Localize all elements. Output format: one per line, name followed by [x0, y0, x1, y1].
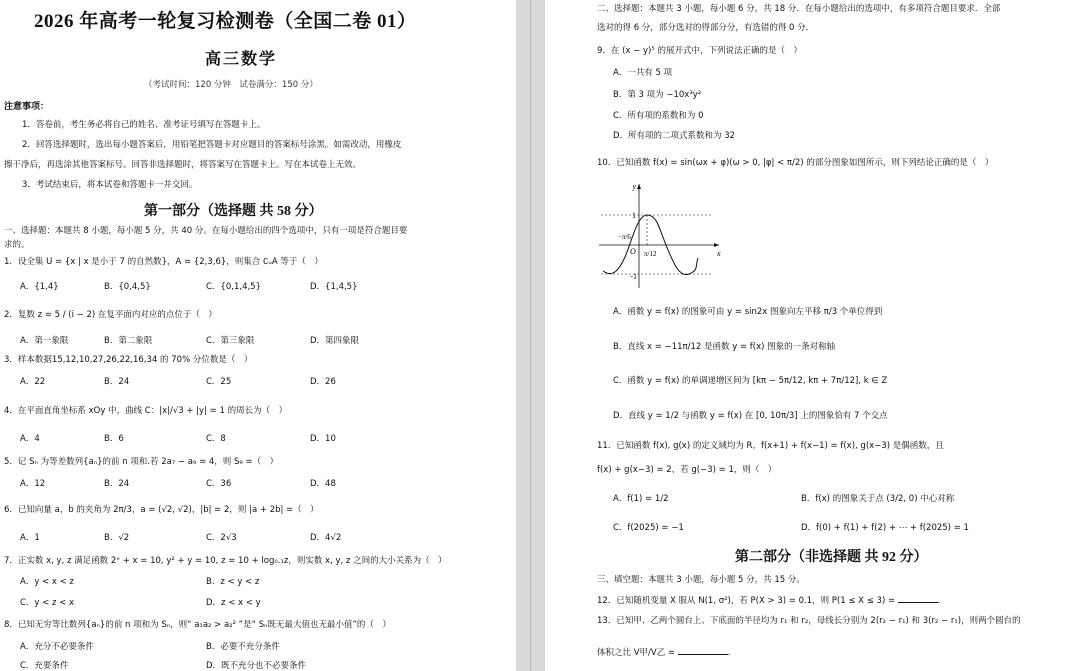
part1b-intro: 选对的得 6 分，部分选对的得部分分，有选错的得 0 分．: [597, 23, 815, 33]
question-stem: f(x) + g(x−3) = 2，若 g(−3) = 1，则（ ）: [597, 465, 777, 475]
option[interactable]: A．1: [20, 533, 40, 543]
option[interactable]: A．f(1) = 1/2: [613, 494, 669, 504]
label-pi-12: π/12: [644, 250, 657, 258]
exam-info: （考试时间：120 分钟 试卷满分：150 分）: [144, 80, 318, 90]
exam-title: 2026 年高考一轮复习检测卷（全国二卷 01）: [34, 11, 417, 32]
option[interactable]: A．22: [20, 377, 46, 387]
option[interactable]: C．36: [206, 479, 232, 489]
sine-graph: [599, 178, 723, 290]
option[interactable]: B．z < y < z: [206, 577, 260, 587]
answer-blank[interactable]: [678, 645, 728, 655]
q12-text: 12．已知随机变量 X 服从 N(1, σ²)，若 P(X > 3) = 0.1，则 P(1 ≤ X ≤ 3) =: [597, 596, 896, 606]
option[interactable]: A．充分不必要条件: [20, 642, 94, 652]
option[interactable]: D．26: [310, 377, 336, 387]
option[interactable]: D．所有项的二项式系数和为 32: [613, 131, 736, 141]
label-one: 1: [632, 211, 636, 220]
option[interactable]: B．直线 x = −11π/12 是函数 y = f(x) 图象的一条对称轴: [613, 342, 836, 352]
option[interactable]: C．所有项的系数和为 0: [613, 111, 704, 121]
question-stem: 2．复数 z = 5 / (i − 2) 在复平面内对应的点位于（ ）: [4, 310, 217, 320]
notice-heading: 注意事项：: [4, 102, 50, 112]
y-axis-label: y: [632, 182, 636, 191]
part1-intro: 求的。: [4, 240, 30, 250]
question-stem: 10．已知函数 f(x) = sin(ωx + φ)(ω > 0, |φ| < π/2) 的部分图象如图所示，则下列结论正确的是（ ）: [597, 158, 994, 168]
option[interactable]: B．f(x) 的图象关于点 (3/2, 0) 中心对称: [801, 494, 955, 504]
option[interactable]: C．充要条件: [20, 661, 69, 671]
x-axis-label: x: [717, 249, 721, 258]
option[interactable]: B．6: [104, 434, 124, 444]
question-stem: 4．在平面直角坐标系 xOy 中，曲线 C：|x|/√3 + |y| = 1 的周长为（ ）: [4, 406, 288, 416]
part1-intro: 一、选择题：本题共 8 小题，每小题 5 分，共 40 分。在每小题给出的四个选项中，只有一项是符合题目要: [4, 226, 408, 236]
option[interactable]: D．48: [310, 479, 336, 489]
notice-item: 2．回答选择题时，选出每小题答案后，用铅笔把答题卡对应题目的答案标号涂黑。如需改动，用橡皮: [22, 140, 402, 150]
option[interactable]: B．必要不充分条件: [206, 642, 280, 652]
option[interactable]: A．y < x < z: [20, 577, 74, 587]
question-stem: 13．已知甲、乙两个圆台上、下底面的半径均为 r₁ 和 r₂，母线长分别为 2(r₂ − r₁) 和 3(r₂ − r₁)，则两个圆台的: [597, 616, 1021, 626]
option[interactable]: C．2√3: [206, 533, 237, 543]
page-gutter: [516, 0, 545, 671]
option[interactable]: C．f(2025) = −1: [613, 523, 684, 533]
left-page: [0, 0, 516, 671]
x-axis-arrow: [714, 243, 719, 247]
y-axis-arrow: [637, 184, 641, 189]
question-stem: 1．设全集 U = {x | x 是小于 7 的自然数}，A = {2,3,6}，则集合 ∁ᵤA 等于（ ）: [4, 257, 323, 267]
question-stem: 12．已知随机变量 X 服从 N(1, σ²)，若 P(X > 3) = 0.1，则 P(1 ≤ X ≤ 3) = .: [597, 593, 941, 607]
option[interactable]: D．直线 y = 1/2 与函数 y = f(x) 在 [0, 10π/3] 上的图象恰有 7 个交点: [613, 411, 888, 421]
question-stem: 9．在 (x − y)⁵ 的展开式中，下列说法正确的是（ ）: [597, 46, 802, 56]
option[interactable]: C．{0,1,4,5}: [206, 282, 261, 292]
option[interactable]: C．函数 y = f(x) 的单调递增区间为 [kπ − 5π/12, kπ + 7π/12], k ∈ Z: [613, 376, 888, 386]
question-stem: 3．样本数据15,12,10,27,26,22,16,34 的 70% 分位数是（ ）: [4, 355, 253, 365]
option[interactable]: C．8: [206, 434, 226, 444]
option[interactable]: A．12: [20, 479, 46, 489]
option[interactable]: D．4√2: [310, 533, 342, 543]
option[interactable]: B．24: [104, 377, 130, 387]
label-neg-one: -1: [630, 272, 637, 281]
label-neg-pi-6: −π/6: [618, 233, 631, 241]
question-stem: 5．记 Sₙ 为等差数列{aₙ}的前 n 项和.若 2a₇ − a₉ = 4，则 S₉ =（ ）: [4, 457, 279, 467]
option[interactable]: B．第二象限: [104, 336, 153, 346]
option[interactable]: C．第三象限: [206, 336, 255, 346]
part2-intro: 三、填空题：本题共 3 小题，每小题 5 分，共 15 分。: [597, 575, 805, 585]
option[interactable]: A．{1,4}: [20, 282, 59, 292]
option[interactable]: D．10: [310, 434, 336, 444]
page-divider: [530, 0, 531, 671]
option[interactable]: D．第四象限: [310, 336, 360, 346]
option[interactable]: A．函数 y = f(x) 的图象可由 y = sin2x 图象向左平移 π/3 个单位得到: [613, 307, 883, 317]
notice-item: 擦干净后，再选涂其他答案标号。回答非选择题时，将答案写在答题卡上。写在本试卷上无效。: [4, 160, 362, 170]
origin-label: O: [630, 247, 636, 256]
option[interactable]: D．既不充分也不必要条件: [206, 661, 307, 671]
notice-item: 1．答卷前，考生务必将自己的姓名、准考证号填写在答题卡上。: [22, 120, 266, 130]
subject-title: 高三数学: [205, 51, 278, 68]
option[interactable]: B．√2: [104, 533, 130, 543]
option[interactable]: C．25: [206, 377, 232, 387]
q13-text: 体积之比 V甲/V乙 =: [597, 648, 676, 658]
question-stem: 8．已知无穷等比数列{aₙ}的前 n 项和为 Sₙ，则“ a₁a₂ > a₂² ”是“ Sₙ既无最大值也无最小值”的（ ）: [4, 620, 391, 630]
option[interactable]: A．一共有 5 项: [613, 68, 673, 78]
option[interactable]: D．z < x < y: [206, 598, 261, 608]
question-stem: 6．已知向量 a，b 的夹角为 2π/3，a = (√2, √2)，|b| = 2，则 |a + 2b| =（ ）: [4, 505, 319, 515]
question-stem: 体积之比 V甲/V乙 = .: [597, 645, 730, 659]
option[interactable]: A．第一象限: [20, 336, 69, 346]
part1b-intro: 二、选择题：本题共 3 小题，每小题 6 分，共 18 分．在每小题给出的选项中，有多项符合题目要求．全部: [597, 4, 1001, 14]
part1-heading: 第一部分（选择题 共 58 分）: [144, 204, 323, 219]
question-stem: 7．正实数 x, y, z 满足函数 2ˣ + x = 10, y² + y = 10, z = 10 + log₀.₁z，则实数 x, y, z 之间的大小关系为（ ）: [4, 556, 447, 566]
option[interactable]: D．f(0) + f(1) + f(2) + ⋯ + f(2025) = 1: [801, 523, 969, 533]
right-page: [545, 0, 1080, 671]
option[interactable]: B．第 3 项为 −10x³y²: [613, 90, 702, 100]
option[interactable]: B．{0,4,5}: [104, 282, 151, 292]
answer-blank[interactable]: [898, 593, 938, 603]
notice-item: 3．考试结束后，将本试卷和答题卡一并交回。: [22, 180, 198, 190]
option[interactable]: A．4: [20, 434, 40, 444]
question-stem: 11．已知函数 f(x), g(x) 的定义域均为 R，f(x+1) + f(x−1) = f(x), g(x−3) 是偶函数，且: [597, 441, 944, 451]
part2-heading: 第二部分（非选择题 共 92 分）: [735, 550, 928, 565]
option[interactable]: C．y < z < x: [20, 598, 75, 608]
option[interactable]: B．24: [104, 479, 130, 489]
option[interactable]: D．{1,4,5}: [310, 282, 358, 292]
